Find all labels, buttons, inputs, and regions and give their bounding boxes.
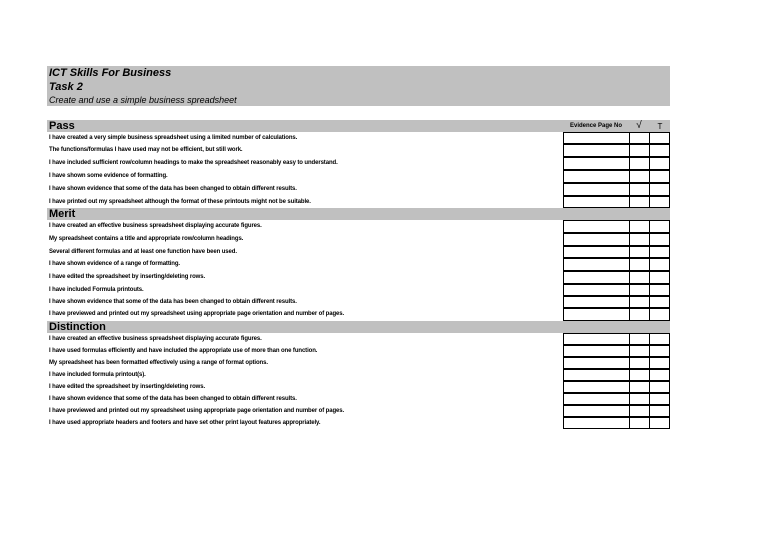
criterion-text: I have included Formula printouts. <box>49 287 144 293</box>
evidence-page-cell[interactable] <box>563 144 630 157</box>
tutor-check-cell[interactable] <box>649 170 670 183</box>
criterion-text: I have shown evidence that some of the data has been changed to obtain different results. <box>49 396 297 402</box>
evidence-page-cell[interactable] <box>563 284 630 296</box>
spacer <box>47 106 670 120</box>
criterion-row <box>47 157 670 170</box>
criterion-row <box>47 296 670 308</box>
criterion-row <box>47 258 670 271</box>
criterion-text: I have created an effective business spreadsheet displaying accurate figures. <box>49 223 262 229</box>
tutor-check-cell[interactable] <box>649 357 670 369</box>
tutor-check-cell[interactable] <box>649 258 670 271</box>
tutor-check-cell[interactable] <box>649 220 670 233</box>
evidence-page-cell[interactable] <box>563 183 630 196</box>
criterion-row <box>47 393 670 405</box>
criterion-text: I have shown evidence that some of the data has been changed to obtain different results. <box>49 186 297 192</box>
student-check-cell[interactable] <box>629 405 650 417</box>
tutor-check-cell[interactable] <box>649 246 670 258</box>
section-header-distinction <box>47 321 670 333</box>
criterion-text: I have previewed and printed out my spreadsheet using appropriate page orientation and number of pages. <box>49 311 345 317</box>
tutor-check-cell[interactable] <box>649 284 670 296</box>
evidence-page-cell[interactable] <box>563 333 630 345</box>
criterion-text: I have edited the spreadsheet by inserting/deleting rows. <box>49 274 206 280</box>
evidence-page-cell[interactable] <box>563 381 630 393</box>
criterion-text: I have created a very simple business spreadsheet using a limited number of calculations. <box>49 135 298 141</box>
tutor-check-cell[interactable] <box>649 333 670 345</box>
criterion-row <box>47 417 670 429</box>
criterion-row <box>47 196 670 208</box>
criterion-row <box>47 220 670 233</box>
student-check-cell[interactable] <box>629 157 650 170</box>
criterion-text: My spreadsheet has been formatted effectively using a range of format options. <box>49 360 268 366</box>
criterion-text: I have used formulas efficiently and have included the appropriate use of more than one function. <box>49 348 318 354</box>
criterion-row <box>47 271 670 284</box>
criterion-row <box>47 233 670 246</box>
criterion-text: My spreadsheet contains a title and appropriate row/column headings. <box>49 236 244 242</box>
section-title: Merit <box>49 208 76 220</box>
criterion-row <box>47 333 670 345</box>
student-check-cell[interactable] <box>629 271 650 284</box>
evidence-page-cell[interactable] <box>563 196 630 208</box>
evidence-page-cell[interactable] <box>563 369 630 381</box>
student-check-cell[interactable] <box>629 393 650 405</box>
section-title: Distinction <box>49 321 106 333</box>
student-check-cell[interactable] <box>629 196 650 208</box>
tutor-check-cell[interactable] <box>649 144 670 157</box>
evidence-page-cell[interactable] <box>563 271 630 284</box>
student-check-cell[interactable] <box>629 417 650 429</box>
student-check-cell[interactable] <box>629 381 650 393</box>
tutor-check-cell[interactable] <box>649 233 670 246</box>
tutor-check-cell[interactable] <box>649 369 670 381</box>
criterion-row <box>47 357 670 369</box>
evidence-page-cell[interactable] <box>563 246 630 258</box>
student-check-cell[interactable] <box>629 345 650 357</box>
evidence-page-cell[interactable] <box>563 132 630 144</box>
evidence-page-cell[interactable] <box>563 258 630 271</box>
criterion-row <box>47 170 670 183</box>
criterion-row <box>47 345 670 357</box>
tutor-check-cell[interactable] <box>649 381 670 393</box>
criterion-row <box>47 405 670 417</box>
section-header-merit <box>47 208 670 220</box>
evidence-page-cell[interactable] <box>563 357 630 369</box>
criterion-row <box>47 381 670 393</box>
tutor-check-cell[interactable] <box>649 345 670 357</box>
evidence-column-header: Evidence Page No <box>569 123 623 129</box>
student-check-cell[interactable] <box>629 308 650 321</box>
student-check-cell[interactable] <box>629 296 650 308</box>
evidence-page-cell[interactable] <box>563 308 630 321</box>
checklist-sheet <box>47 66 670 429</box>
evidence-page-cell[interactable] <box>563 345 630 357</box>
document-title: ICT Skills For Business <box>49 67 172 79</box>
criterion-text: I have shown evidence of a range of formatting. <box>49 261 180 267</box>
evidence-page-cell[interactable] <box>563 220 630 233</box>
criterion-text: I have created an effective business spreadsheet displaying accurate figures. <box>49 336 262 342</box>
section-title: Pass <box>49 120 75 132</box>
tutor-column-header: T <box>657 122 663 131</box>
check-column-header: √ <box>636 120 642 131</box>
criterion-text: I have printed out my spreadsheet although the format of these printouts might not be suitable. <box>49 199 311 205</box>
tutor-check-cell[interactable] <box>649 157 670 170</box>
evidence-page-cell[interactable] <box>563 405 630 417</box>
document-header <box>47 66 670 106</box>
tutor-check-cell[interactable] <box>649 308 670 321</box>
student-check-cell[interactable] <box>629 369 650 381</box>
criterion-text: The functions/formulas I have used may not be efficient, but still work. <box>49 147 243 153</box>
tutor-check-cell[interactable] <box>649 132 670 144</box>
tutor-check-cell[interactable] <box>649 296 670 308</box>
evidence-page-cell[interactable] <box>563 157 630 170</box>
criterion-text: I have shown evidence that some of the data has been changed to obtain different results. <box>49 299 297 305</box>
tutor-check-cell[interactable] <box>649 196 670 208</box>
criterion-text: I have used appropriate headers and footers and have set other print layout features appropriately. <box>49 420 321 426</box>
criterion-row <box>47 132 670 144</box>
tutor-check-cell[interactable] <box>649 271 670 284</box>
tutor-check-cell[interactable] <box>649 405 670 417</box>
evidence-page-cell[interactable] <box>563 393 630 405</box>
criterion-text: Several different formulas and at least one function have been used. <box>49 249 237 255</box>
task-label: Task 2 <box>49 81 83 93</box>
student-check-cell[interactable] <box>629 132 650 144</box>
criterion-row <box>47 284 670 296</box>
student-check-cell[interactable] <box>629 333 650 345</box>
criterion-row <box>47 183 670 196</box>
student-check-cell[interactable] <box>629 246 650 258</box>
criterion-text: I have included formula printout(s). <box>49 372 146 378</box>
criterion-row <box>47 369 670 381</box>
criterion-text: I have included sufficient row/column headings to make the spreadsheet reasonably easy to understand. <box>49 160 338 166</box>
criterion-row <box>47 144 670 157</box>
criterion-text: I have edited the spreadsheet by inserting/deleting rows. <box>49 384 206 390</box>
tutor-check-cell[interactable] <box>649 393 670 405</box>
criterion-row <box>47 308 670 321</box>
task-subtitle: Create and use a simple business spreadsheet <box>49 95 237 105</box>
criterion-text: I have previewed and printed out my spreadsheet using appropriate page orientation and number of pages. <box>49 408 345 414</box>
evidence-page-cell[interactable] <box>563 417 630 429</box>
tutor-check-cell[interactable] <box>649 417 670 429</box>
student-check-cell[interactable] <box>629 284 650 296</box>
student-check-cell[interactable] <box>629 220 650 233</box>
student-check-cell[interactable] <box>629 357 650 369</box>
tutor-check-cell[interactable] <box>649 183 670 196</box>
evidence-page-cell[interactable] <box>563 233 630 246</box>
criteria-sections <box>47 120 670 429</box>
criterion-text: I have shown some evidence of formatting. <box>49 173 168 179</box>
evidence-page-cell[interactable] <box>563 170 630 183</box>
student-check-cell[interactable] <box>629 183 650 196</box>
student-check-cell[interactable] <box>629 258 650 271</box>
student-check-cell[interactable] <box>629 170 650 183</box>
student-check-cell[interactable] <box>629 144 650 157</box>
section-header-pass <box>47 120 670 132</box>
evidence-page-cell[interactable] <box>563 296 630 308</box>
criterion-row <box>47 246 670 258</box>
student-check-cell[interactable] <box>629 233 650 246</box>
